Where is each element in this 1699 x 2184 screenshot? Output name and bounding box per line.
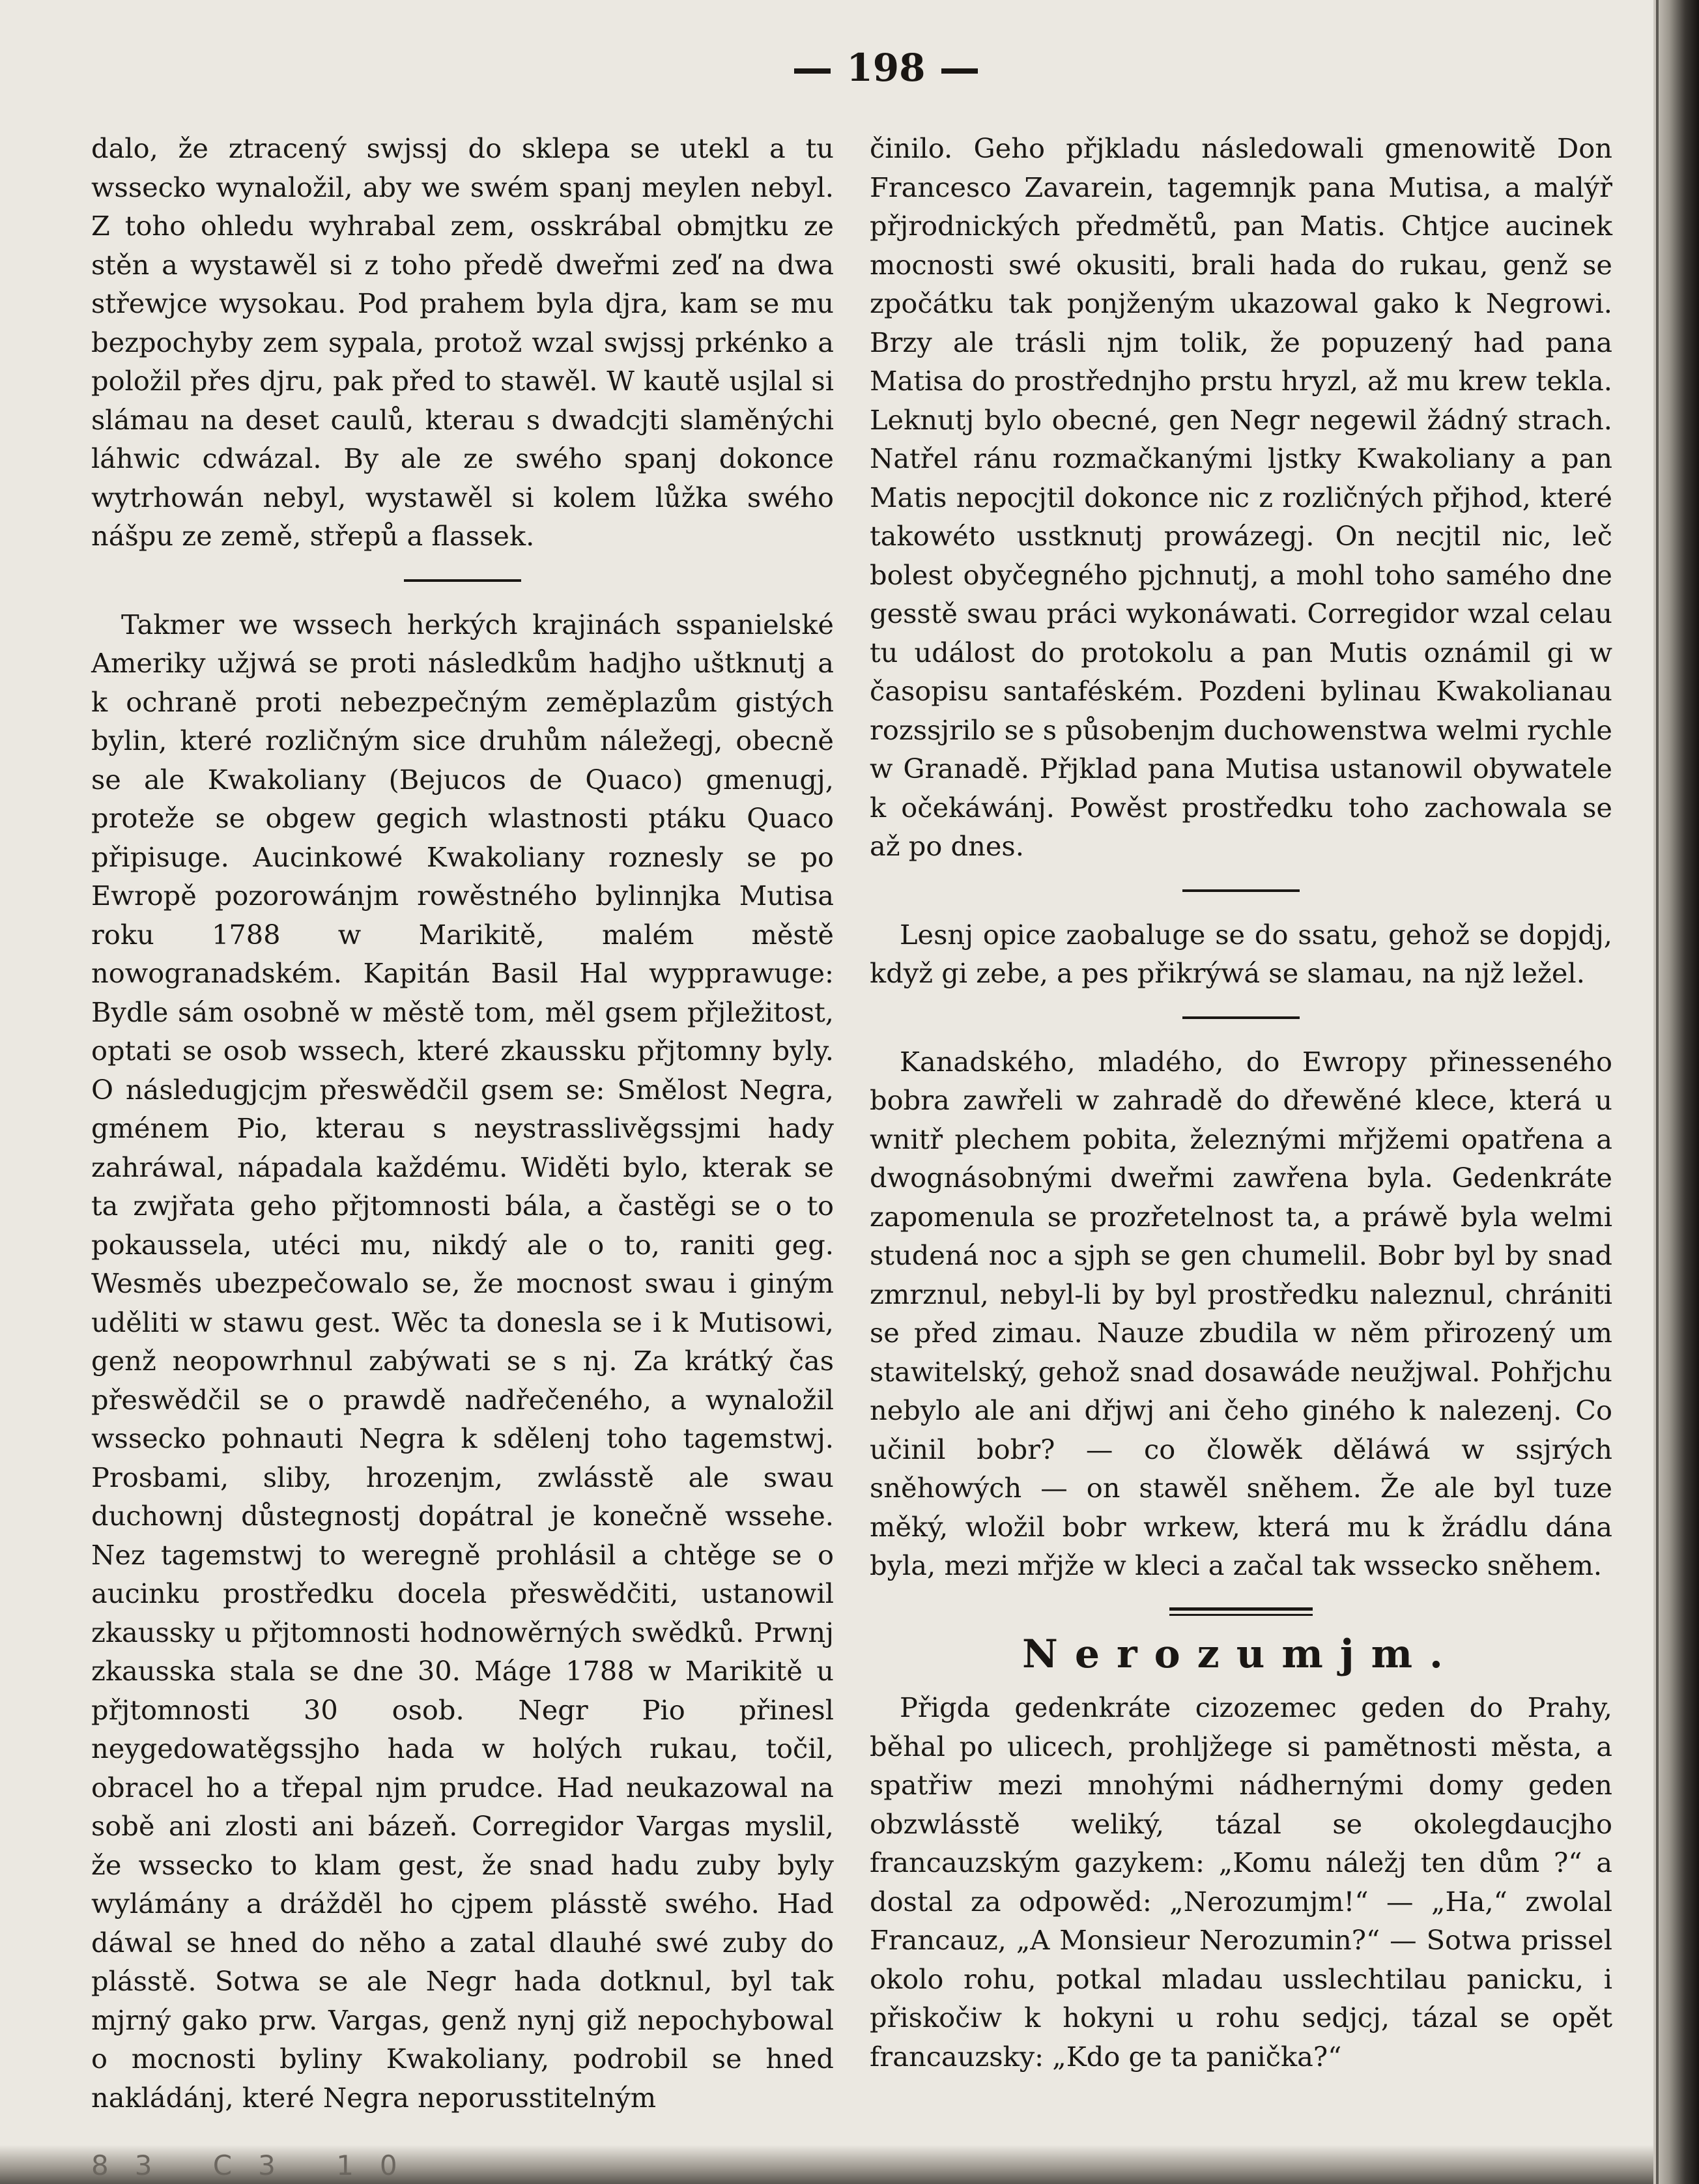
right-paragraph-4: Přigda gedenkráte cizozemec geden do Prahy, běhal po ulicech, prohljžege si pamětnosti města, a spatřiw mezi mnohými nádhernými domy geden obzwlásstě weliký, tázal se okolegdaucjho francauzským gazykem: „Komu náležj ten dům ?“ a dostal za odpowěd: „Nerozumjm!“ — „Ha,“ zwolal Francauz, „A Monsieur Nerozumin?“ — Sotwa prissel okolo rohu, potkal mladau usslechtilau panicku, i přiskočiw k hokyni u rohu sedjcj, tázal se opět francauzsky: „Kdo ge ta panička?“ <box>870 1691 1612 2073</box>
scan-edge-marks: 83 C3 10 <box>91 2149 423 2181</box>
left-column <box>91 129 834 2117</box>
right-paragraph-1: činilo. Geho přjkladu následowali gmenowitě Don Francesco Zavarein, tagemnjk pana Mutisa, a malýř přjrodnických předmětů, pan Matis. Chtjce aucinek mocnosti swé okusiti, brali hada do rukau, genž se zpočátku tak ponjženým ukazowal gako k Negrowi. Brzy ale trásli njm tolik, že popuzený had pana Matisa do prostřednjho prstu hryzl, až mu krew tekla. Leknutj bylo obecné, gen Negr negewil žádný strach. Natřel ránu rozmačkanými ljstky Kwakoliany a pan Matis nepocjtil dokonce nic z rozličných přjhod, které takowéto usstknutj prowázegj. On necjtil nic, leč bolest obyčegného pjchnutj, a mohl toho samého dne gesstě swau práci wykonáwati. Corregidor wzal celau tu událost do protokolu a pan Mutis oznámil gi w časopisu santaféském. Pozdeni bylinau Kwakolianau rozssjrilo se s působenjm duchowenstwa welmi rychle w Granadě. Přjklad pana Mutisa ustanowil obywatele k očekáwánj. Powěst prostředku toho zachowala se až po dnes. <box>870 132 1612 862</box>
double-separator-rule <box>1169 1607 1313 1616</box>
right-paragraph-3: Kanadského, mladého, do Ewropy přinesseného bobra zawřeli w zahradě do dřewěné klece, která u wnitř plechem pobita, železnými mřjžemi opatřena a dwognásobnými dweřmi zawřena byla. Gedenkráte zapomenula se prozřetelnost ta, a práwě byla welmi studená noc a sjph se gen chumelil. Bobr byl by snad zmrznul, nebyl-li by byl prostředku naleznul, chrániti se před zimau. Nauze zbudila w něm přirozený um stawitelský, gehož snad dosawáde neužjwal. Pohřjchu nebylo ale ani dřjwj ani čeho giného k nalezenj. Co učinil bobr? — co člowěk děláwá w ssjrých sněhowých — on stawěl sněhem. Že ale byl tuze měký, wložil bobr wrkew, která mu k žrádlu dána byla, mezi mřjže w kleci a začal tak wssecko sněhem. <box>870 1045 1612 1581</box>
right-column <box>870 129 1612 2076</box>
section-title: Nerozumjm. <box>1022 1631 1460 1677</box>
separator-rule <box>1182 1016 1300 1019</box>
page-edge-line <box>1656 0 1659 2184</box>
scan-bottom-strip <box>0 2145 1655 2184</box>
separator-rule <box>404 579 521 582</box>
right-paragraph-2: Lesnj opice zaobaluge se do ssatu, gehož se dopjdj, když gi zebe, a pes přikrýwá se slamau, na njž ležel. <box>870 918 1612 989</box>
header-dash-right <box>941 68 978 74</box>
left-paragraph-1: dalo, že ztracený swjssj do sklepa se utekl a tu wssecko wynaložil, aby we swém spanj meylen nebyl. Z toho ohledu wyhrabal zem, osskrábal obmjtku ze stěn a wystawěl si z toho předě dweřmi zeď na dwa střewjce wysokau. Pod prahem byla djra, kam se mu bezpochyby zem sypala, protož wzal swjssj prkénko a položil přes djru, pak před to stawěl. W kautě usjlal si slámau na deset caulů, kterau s dwadcjti slaměnýchi láhwic cdwázal. By ale ze swého spanj dokonce wytrhowán nebyl, wystawěl si kolem lůžka swého nášpu ze země, střepů a flassek. <box>91 132 834 552</box>
left-paragraph-2: Takmer we wssech herkých krajinách sspanielské Ameriky užjwá se proti následkům hadjho uštknutj a k ochraně proti nebezpečným zeměplazům gistých bylin, které rozličným sice druhům náležegj, obecně se ale Kwakoliany (Bejucos de Quaco) gmenugj, proteže se obgew gegich wlastnosti ptáku Quaco připisuge. Aucinkowé Kwakoliany roznesly se po Ewropě pozorowánjm rowěstného bylinnjka Mutisa roku 1788 w Marikitě, malém městě nowogranadském. Kapitán Basil Hal wypprawuge: Bydle sám osobně w městě tom, měl gsem přjležitost, optati se osob wssech, které zkaussku přjtomny byly. O následugjcjm přeswědčil gsem se: Smělost Negra, gménem Pio, kterau s neystrasslivěgssjmi hady zahráwal, nápadala každému. Widěti bylo, kterak se ta zwjřata geho přjtomnosti bála, a častěgi se o to pokaussela, utéci mu, nikdý ale o to, raniti geg. Wesměs ubezpečowalo se, že mocnost swau i giným uděliti w stawu gest. Wěc ta donesla se i k Mutisowi, genž neopowrhnul zabýwati se s nj. Za krátký čas přeswědčil se o prawdě nadřečeného, a wynaložil wssecko pohnauti Negra k sdělenj toho tagemstwj. Prosbami, sliby, hrozenjm, zwlásstě ale swau duchownj důstegnostj dopátral je konečně wssehe. Nez tagemstwj to weregně prohlásil a chtěge se o aucinku prostředku docela přeswědčiti, ustanowil zkaussky u přjtomnosti hodnowěrných swědků. Prwnj zkausska stala se dne 30. Máge 1788 w Marikitě u přjtomnosti 30 osob. Negr Pio přinesl neygedowatěgssjho hada w holých rukau, točil, obracel ho a třepal njm prudce. Had neukazowal na sobě ani zlosti ani bázeň. Corregidor Vargas myslil, že wssecko to klam gest, že snad hadu zuby byly wylámány a drážděl ho cjpem plásstě swého. Had dáwal se hned do něho a zatal dlauhé swé zuby do plásstě. Sotwa se ale Negr hada dotknul, byl tak mjrný gako prw. Vargas, genž nynj giž nepochybowal o mocnosti byliny Kwakoliany, podrobil se hned nakládánj, které Negra neporusstitelným <box>91 608 834 2114</box>
page-binding-edge <box>1653 0 1699 2184</box>
separator-rule <box>1182 889 1300 892</box>
header-dash-left <box>794 68 831 74</box>
page-header <box>749 46 1023 90</box>
page-number: 198 <box>846 46 926 90</box>
